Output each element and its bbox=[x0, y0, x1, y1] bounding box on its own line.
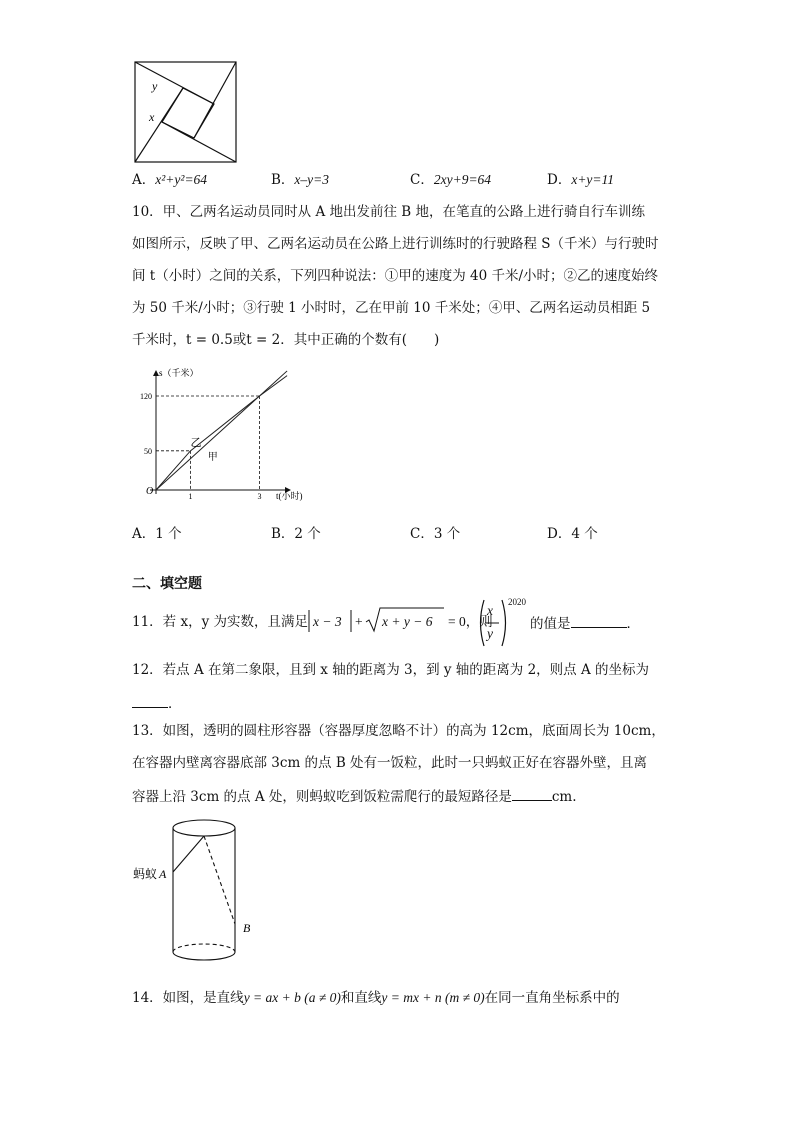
y-tick-120: 120 bbox=[140, 392, 152, 401]
x-tick-1: 1 bbox=[188, 492, 193, 501]
q10-option-b: B．2 个 bbox=[271, 526, 321, 542]
x-tick-3: 3 bbox=[257, 492, 262, 501]
q11-abs-expr: x − 3 bbox=[313, 614, 342, 629]
q9-option-a: A．x²+y²=64 bbox=[132, 172, 208, 188]
q11-answer-blank[interactable] bbox=[571, 614, 627, 628]
y-tick-50: 50 bbox=[144, 446, 152, 456]
q13-cylinder-figure bbox=[128, 812, 268, 972]
y-axis-label: s（千米） bbox=[159, 368, 199, 378]
q10-option-d: D．4 个 bbox=[547, 526, 598, 542]
q9-option-d: D．x+y=11 bbox=[547, 172, 615, 188]
q13-line-1: 13．如图，透明的圆柱形容器（容器厚度忽略不计）的高为 12cm，底面周长为 10cm， bbox=[132, 723, 665, 739]
point-a-label: A bbox=[159, 867, 167, 881]
x-axis-label: t(小时) bbox=[276, 491, 303, 501]
q10-line-2: 如图所示，反映了甲、乙两名运动员在公路上进行训练时的行驶路程 S（千米）与行驶时 bbox=[132, 236, 659, 252]
q11-frac-num: x bbox=[487, 603, 493, 618]
origin-label: O bbox=[146, 486, 154, 497]
q13-line-2: 在容器内壁离容器底部 3cm 的点 B 处有一饭粒，此时一只蚂蚁正好在容器外壁，且离 bbox=[132, 755, 648, 771]
path-a-to-top bbox=[173, 836, 204, 872]
q10-line-5: 千米时，t = 0.5或t = 2．其中正确的个数有( ) bbox=[132, 332, 440, 348]
q9-option-c: C．2xy+9=64 bbox=[410, 172, 492, 188]
q10-line-4: 为 50 千米/小时；③行驶 1 小时时，乙在甲前 10 千米处；④甲、乙两名运动员相距 5 bbox=[132, 300, 651, 316]
q10-chart bbox=[128, 362, 328, 508]
q11-prefix: 11．若 x，y 为实数，且满足 bbox=[132, 614, 309, 630]
series-line-0 bbox=[156, 376, 287, 490]
q14-line-1-eq: y = ax + b (a ≠ 0) bbox=[243, 990, 341, 1005]
section-title: 二、填空题 bbox=[132, 576, 202, 592]
q11-sqrt-expr: x + y − 6 bbox=[382, 614, 433, 629]
q13-line-3: 容器上沿 3cm 的点 A 处，则蚂蚁吃到饭粒需爬行的最短路径是 cm. bbox=[132, 789, 577, 805]
q10-line-3: 间 t（小时）之间的关系，下列四种说法：①甲的速度为 40 千米/小时；②乙的速度始终 bbox=[132, 268, 659, 284]
q9-inner-square bbox=[162, 88, 214, 138]
q13-answer-blank[interactable] bbox=[512, 787, 552, 801]
path-top-to-b bbox=[204, 836, 235, 924]
q9-line-4 bbox=[135, 88, 183, 162]
cylinder-top bbox=[173, 820, 235, 836]
q14-line: 14．如图，是直线y = ax + b (a ≠ 0)和直线y = mx + n (m ≠ 0)在同一直角坐标系中的 bbox=[132, 990, 620, 1006]
q11-exponent: 2020 bbox=[508, 597, 526, 607]
cylinder-bottom-front bbox=[173, 952, 235, 960]
q9-label-x: x bbox=[149, 110, 155, 124]
q10-line-1: 10．甲、乙两名运动员同时从 A 地出发前往 B 地，在笔直的公路上进行骑自行车训练 bbox=[132, 204, 646, 220]
q11-plus: + bbox=[355, 614, 363, 629]
q9-option-b: B．x–y=3 bbox=[271, 172, 330, 188]
q11-suffix: 的值是 ． bbox=[530, 616, 640, 632]
q9-figure bbox=[128, 58, 242, 166]
q9-line-1 bbox=[135, 62, 214, 104]
point-b-label: B bbox=[243, 921, 251, 935]
q12-line-1: 12．若点 A 在第二象限，且到 x 轴的距离为 3，到 y 轴的距离为 2，则点 A 的坐标为 bbox=[132, 662, 650, 678]
q11-eq-zero: = 0，则 bbox=[448, 614, 493, 629]
q10-option-a: A．1 个 bbox=[132, 526, 182, 542]
q12-line-2: ． bbox=[132, 694, 182, 712]
ant-label: 蚂蚁 bbox=[133, 867, 158, 881]
q12-answer-blank[interactable] bbox=[132, 694, 168, 708]
q10-option-c: C．3 个 bbox=[410, 526, 461, 542]
series-label-1: 甲 bbox=[207, 452, 218, 464]
q9-line-2 bbox=[194, 62, 236, 138]
q11-frac-bar bbox=[485, 622, 499, 624]
series-label-0: 乙 bbox=[190, 436, 202, 450]
cylinder-bottom-back bbox=[173, 944, 235, 952]
q9-label-y: y bbox=[152, 79, 158, 93]
q11-frac-den: y bbox=[487, 626, 493, 641]
q14-line-2-eq: y = mx + n (m ≠ 0) bbox=[381, 990, 485, 1005]
series-line-1 bbox=[156, 371, 287, 490]
